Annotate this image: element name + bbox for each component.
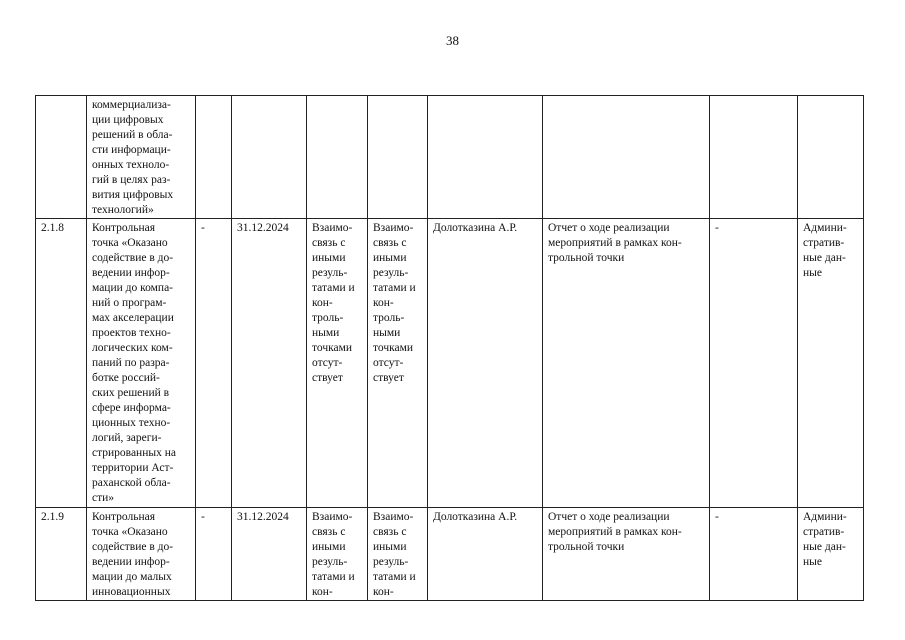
cell-col9	[710, 96, 798, 219]
result-document	[543, 96, 710, 219]
cell-col9: -	[710, 219, 798, 508]
table-row	[36, 96, 864, 219]
plan-table	[35, 95, 864, 601]
control-point-name: Контрольная точка «Оказано содействие в до- ведении инфор- мации до малых инновационных	[87, 508, 196, 601]
due-date	[232, 96, 307, 219]
cell-col3: -	[196, 219, 232, 508]
relation-next: Взаимо- связь с иными резуль- татами и кон- троль- ными точками отсут- ствует	[368, 219, 428, 508]
relation-next: Взаимо- связь с иными резуль- татами и кон-	[368, 508, 428, 601]
control-point-name: Контрольная точка «Оказано содействие в до- ведении инфор- мации до компа- ний о програм- мах акселерации проектов техно- логических ком- паний по разра- ботке россий- ских решений в сфере информа- ционных техно- логий, зареги- стрированных на территории Аст- раханской обла- сти»	[87, 219, 196, 508]
cell-col3: -	[196, 508, 232, 601]
page-number: 38	[446, 33, 459, 48]
due-date: 31.12.2024	[232, 508, 307, 601]
result-document: Отчет о ходе реализации мероприятий в рамках кон- трольной точки	[543, 508, 710, 601]
responsible-person: Долотказина А.Р.	[428, 508, 543, 601]
responsible-person: Долотказина А.Р.	[428, 219, 543, 508]
information-source	[798, 96, 864, 219]
row-number: 2.1.8	[36, 219, 87, 508]
information-source: Админи- стратив- ные дан- ные	[798, 508, 864, 601]
table-row	[36, 508, 864, 601]
table-row	[36, 219, 864, 508]
cell-col9: -	[710, 508, 798, 601]
control-point-name: коммерциализа- ции цифровых решений в обла- сти информаци- онных техноло- гий в целях раз- вития цифровых технологий»	[87, 96, 196, 219]
responsible-person	[428, 96, 543, 219]
due-date: 31.12.2024	[232, 219, 307, 508]
relation-next	[368, 96, 428, 219]
relation-previous: Взаимо- связь с иными резуль- татами и кон- троль- ными точками отсут- ствует	[307, 219, 368, 508]
relation-previous: Взаимо- связь с иными резуль- татами и кон-	[307, 508, 368, 601]
row-number: 2.1.9	[36, 508, 87, 601]
relation-previous	[307, 96, 368, 219]
row-number	[36, 96, 87, 219]
cell-col3	[196, 96, 232, 219]
information-source: Админи- стратив- ные дан- ные	[798, 219, 864, 508]
result-document: Отчет о ходе реализации мероприятий в рамках кон- трольной точки	[543, 219, 710, 508]
